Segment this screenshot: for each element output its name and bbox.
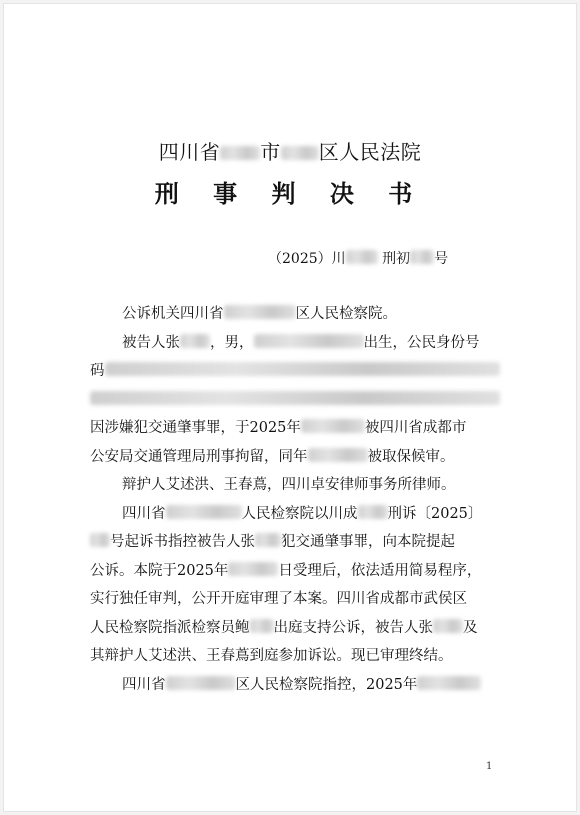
case-number [268, 248, 448, 268]
court-name-mid: 市 [260, 140, 281, 164]
text-segment: 实行独任审判，公开开庭审理了本案。四川省成都市武侯区 [90, 591, 467, 607]
text-segment: 人民检察院指派检察员鲍 [90, 619, 250, 636]
text-segment: 四川省 [122, 505, 166, 522]
court-name-suffix: 区人民法院 [318, 140, 422, 164]
redacted-date [308, 448, 368, 462]
paragraph-procedure [90, 500, 508, 671]
redacted-text [166, 676, 236, 690]
text-segment: 出庭支持公诉，被告人张 [273, 619, 433, 636]
text-segment: 犯交通肇事罪，向本院提起 [281, 534, 455, 550]
redacted-case-seq [410, 250, 434, 264]
paragraph-defendant [90, 329, 508, 472]
text-segment: 公安局交通管理局刑事拘留，同年 [90, 448, 308, 465]
text-segment: 被告人张 [122, 334, 180, 351]
redacted-name [180, 334, 210, 348]
text-segment: 区人民检察院指控，2025年 [235, 676, 418, 693]
case-number-prefix: （2025）川 [268, 251, 346, 267]
judgment-body [90, 300, 508, 699]
redacted-name [255, 533, 281, 547]
document-title: 刑 事 判 决 书 [154, 180, 426, 208]
redacted-district [281, 146, 319, 160]
redacted-address [90, 391, 500, 405]
text-segment: 辩护人艾述洪、王春蔦，四川卓安律师事务所律师。 [122, 477, 456, 493]
text-segment: 出生，公民身份号 [363, 334, 480, 351]
redacted-text [358, 505, 388, 519]
text-segment: 因涉嫌犯交通肇事罪，于2025年 [90, 420, 301, 436]
text-segment: 区人民检察院。 [295, 306, 397, 322]
text-segment: 被四川省成都市 [364, 420, 467, 436]
redacted-id-number [105, 362, 500, 376]
court-name [4, 136, 576, 165]
redacted-text [224, 305, 296, 319]
redacted-city [220, 146, 260, 160]
paragraph-prosecutor [90, 300, 508, 329]
redacted-name [250, 619, 274, 633]
page-number: 1 [486, 761, 493, 772]
text-segment: 码 [90, 363, 105, 379]
text-segment: 号起诉书指控被告人张 [110, 534, 255, 550]
court-name-prefix: 四川省 [158, 140, 221, 164]
text-segment: 被取保候审。 [367, 448, 455, 465]
document-page [4, 4, 576, 811]
redacted-birthdate [254, 334, 364, 348]
redacted-date [417, 676, 481, 690]
text-segment: 人民检察院以川成 [241, 505, 358, 522]
redacted-case-code [346, 250, 378, 264]
text-segment: 刑诉〔2025〕 [387, 505, 483, 522]
text-segment: 及 [463, 619, 478, 636]
text-segment: 四川省 [122, 676, 166, 693]
text-segment: 日受理后，依法适用简易程序， [278, 562, 482, 579]
redacted-text [166, 505, 242, 519]
redacted-date [228, 562, 278, 576]
redacted-text [90, 533, 110, 547]
case-number-mid: 刑初 [382, 251, 411, 267]
text-segment: ，男， [210, 334, 254, 351]
redacted-date [301, 419, 365, 433]
text-segment: 其辩护人艾述洪、王春蔦到庭参加诉讼。现已审理终结。 [90, 648, 453, 664]
text-segment: 公诉机关四川省 [122, 306, 224, 322]
paragraph-indictment [90, 671, 508, 700]
paragraph-defense-counsel [90, 471, 508, 500]
redacted-name [433, 619, 463, 633]
text-segment: 公诉。本院于2025年 [90, 562, 229, 579]
case-number-suffix: 号 [434, 251, 449, 267]
